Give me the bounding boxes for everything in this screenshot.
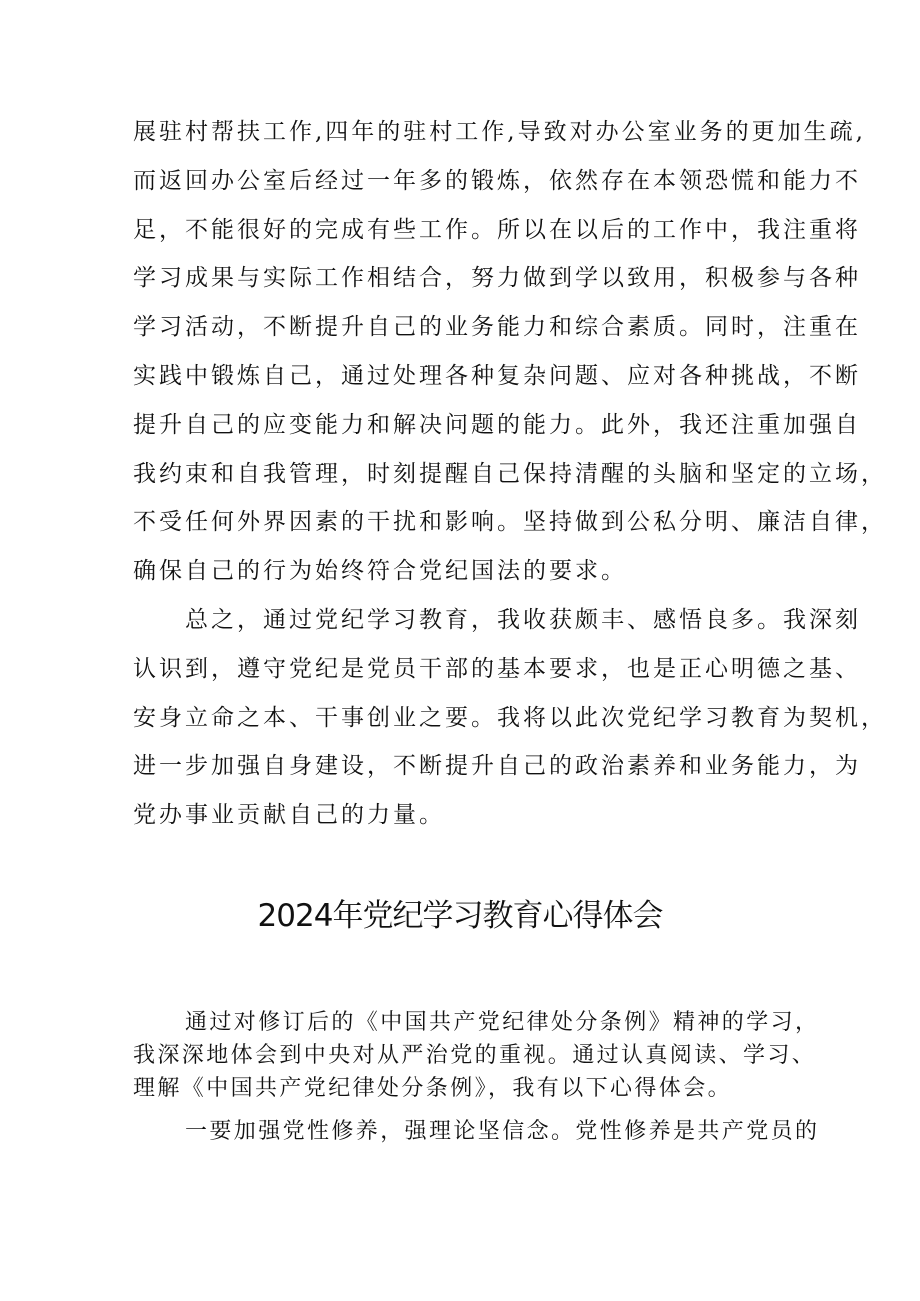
paragraph-line: 学习活动，不断提升自己的业务能力和综合素质。同时，注重在: [133, 314, 861, 341]
conclusion-line: 总之，通过党纪学习教育，我收获颇丰、感悟良多。我深刻: [185, 606, 861, 633]
intro-line: 理解《中国共产党纪律处分条例》，我有以下心得体会。: [133, 1076, 733, 1101]
paragraph-line: 足，不能很好的完成有些工作。所以在以后的工作中，我注重将: [133, 216, 861, 243]
paragraph-line: 我约束和自我管理，时刻提醒自己保持清醒的头脑和坚定的立场，: [133, 460, 887, 487]
intro-line: 通过对修订后的《中国共产党纪律处分条例》精神的学习，: [185, 1010, 820, 1035]
conclusion-line: 安身立命之本、干事创业之要。我将以此次党纪学习教育为契机，: [133, 704, 887, 731]
paragraph-line: 提升自己的应变能力和解决问题的能力。此外，我还注重加强自: [133, 411, 861, 438]
document-title: 2024年党纪学习教育心得体会: [257, 898, 663, 934]
paragraph-line: 不受任何外界因素的干扰和影响。坚持做到公私分明、廉洁自律，: [133, 509, 887, 536]
conclusion-line: 进一步加强自身建设，不断提升自己的政治素养和业务能力，为: [133, 753, 861, 780]
conclusion-line: 党办事业贡献自己的力量。: [133, 802, 445, 829]
body-text-bottom: [133, 1006, 820, 1148]
conclusion-line: 认识到，遵守党纪是党员干部的基本要求，也是正心明德之基、: [133, 655, 861, 682]
intro-line: 我深深地体会到中央对从严治党的重视。通过认真阅读、学习、: [133, 1043, 817, 1068]
body-text-top: [133, 108, 887, 840]
paragraph-line: 而返回办公室后经过一年多的锻炼，依然存在本领恐慌和能力不: [133, 167, 861, 194]
paragraph-line: 确保自己的行为始终符合党纪国法的要求。: [133, 558, 627, 585]
paragraph-line: 展驻村帮扶工作,四年的驻村工作,导致对办公室业务的更加生疏,: [133, 119, 866, 145]
paragraph-line: 学习成果与实际工作相结合，努力做到学以致用，积极参与各种: [133, 265, 861, 292]
paragraph-line: 实践中锻炼自己，通过处理各种复杂问题、应对各种挑战，不断: [133, 362, 861, 389]
point-one-line: 一要加强党性修养，强理论坚信念。党性修养是共产党员的: [185, 1119, 820, 1144]
